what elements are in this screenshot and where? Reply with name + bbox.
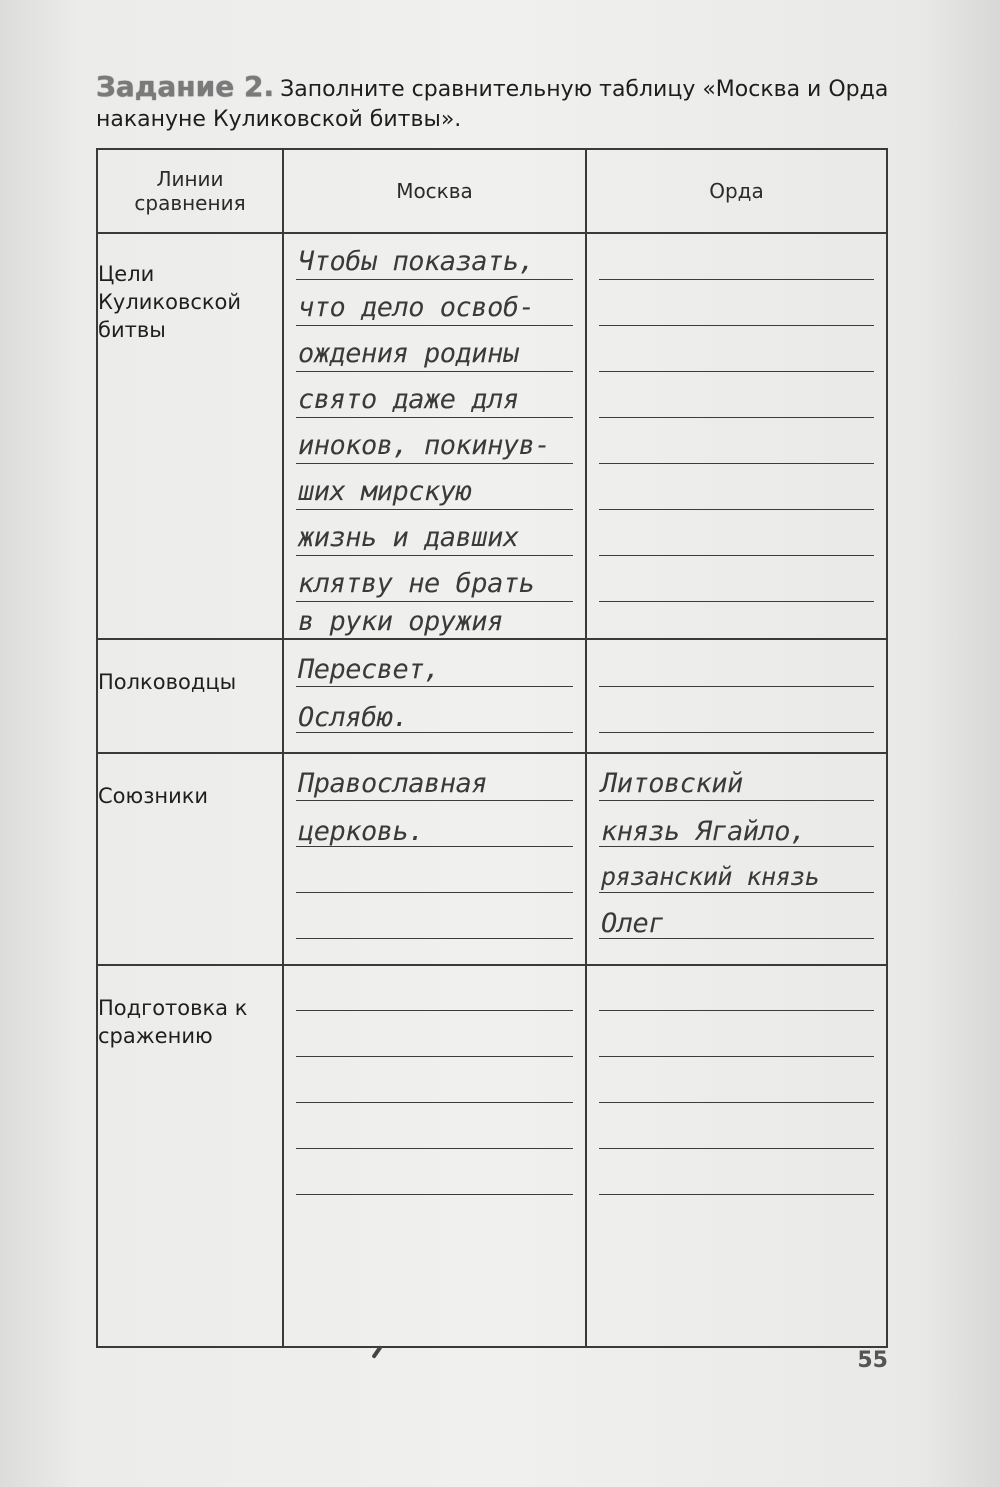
moscow-commanders-cell[interactable]: [283, 639, 586, 753]
moscow-goals-cell[interactable]: [283, 233, 586, 639]
handwritten-line: Православная: [298, 768, 488, 799]
header-criteria: Линии сравнения: [97, 149, 283, 233]
row-allies: [97, 753, 887, 965]
handwritten-line: Пересвет,: [298, 654, 440, 685]
task-header: [96, 72, 896, 135]
row-label-goals: [97, 233, 283, 639]
handwritten-line: Олег: [601, 908, 665, 939]
row-label-commanders: [97, 639, 283, 753]
ruled-lines: [599, 640, 874, 752]
ruled-lines: [296, 966, 573, 1346]
row-commanders: [97, 639, 887, 753]
moscow-allies-cell[interactable]: [283, 753, 586, 965]
task-instruction: Заполните сравнительную таблицу «Москва и Орда накануне Куликовской битвы».: [96, 77, 889, 132]
handwritten-line: церковь.: [298, 816, 425, 847]
handwritten-line: жизнь и давших: [298, 522, 519, 553]
handwritten-line: рязанский князь: [601, 862, 820, 891]
horde-allies-cell[interactable]: [586, 753, 887, 965]
handwritten-line: Ослябю.: [298, 702, 409, 733]
row-label-allies: [97, 753, 283, 965]
comparison-table: [96, 148, 888, 1348]
task-label: Задание 2.: [96, 70, 275, 103]
row-label-preparation-text: Подготовка к сражению: [98, 996, 248, 1048]
handwritten-line: ших мирскую: [298, 476, 472, 507]
header-row: [97, 149, 887, 233]
row-goals: [97, 233, 887, 639]
handwritten-line: Чтобы показать,: [298, 246, 535, 277]
page-number: 55: [857, 1348, 888, 1373]
row-label-commanders-text: Полководцы: [98, 670, 237, 694]
row-label-allies-text: Союзники: [98, 784, 209, 808]
horde-goals-cell[interactable]: [586, 233, 887, 639]
handwritten-line: князь Ягайло,: [601, 816, 806, 847]
handwritten-line: клятву не брать: [298, 568, 535, 599]
row-preparation: [97, 965, 887, 1347]
handwritten-line: свято даже для: [298, 384, 519, 415]
header-moscow: Москва: [283, 149, 586, 233]
ruled-lines: [599, 966, 874, 1346]
horde-commanders-cell[interactable]: [586, 639, 887, 753]
ruled-lines: [599, 234, 874, 638]
handwritten-line: Литовский: [601, 768, 743, 799]
row-label-preparation: [97, 965, 283, 1347]
header-horde: Орда: [586, 149, 887, 233]
horde-preparation-cell[interactable]: [586, 965, 887, 1347]
handwritten-line: иноков, покинув-: [298, 430, 551, 461]
row-label-goals-text: Цели Куликовской битвы: [98, 262, 242, 342]
handwritten-line: ождения родины: [298, 338, 519, 369]
handwritten-line: в руки оружия: [298, 606, 503, 637]
handwritten-line: что дело освоб-: [298, 292, 535, 323]
moscow-preparation-cell[interactable]: [283, 965, 586, 1347]
